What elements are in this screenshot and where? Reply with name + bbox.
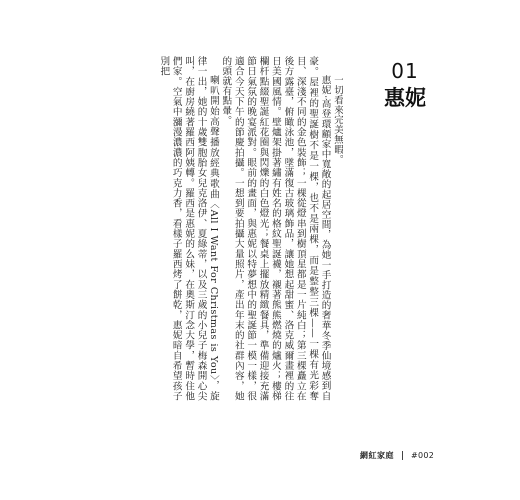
chapter-body-text bbox=[95, 56, 343, 401]
paragraph: 喇叭開始高聲播放經典歌曲〈All I Want For Christmas is You〉，旋律一出，她的十歲雙胞胎女兒克洛伊、夏綠蒂，以及三歲的小兒子梅森開心尖叫，在廚房繞著羅西阿姨轉。羅西是惠妮的么妹，在奧斯汀念大學，暫時住他們家。空氣中瀰漫濃濃的巧克力香，看樣子羅西烤了餅乾，惠妮暗自希望孩子別把 bbox=[158, 56, 219, 401]
footer-divider bbox=[402, 451, 403, 460]
chapter-heading bbox=[370, 60, 440, 130]
paragraph: 惠妮‧高登環顧家中寬敞的起居空間，為她一手打造的奢華冬季仙境感到自豪。屋裡的聖誕樹不是一棵，也不是兩棵，而是整整三棵——一棵有光彩奪目、深淺不同的金色裝飾；一棵從燈串到樹頂星都是一片純白；第三棵矗立在後方露臺，俯瞰泳池，墜滿復古玻璃飾品，讓她想起甜蜜、洛克威爾畫裡的往日美國風情。壁爐架掛著繡有姓名的格紋聖誕襪，襯著熊熊燃燒的爐火；樓梯欄杆點綴聖誕紅花圈與閃爍的白色燈光；餐桌上擺放精緻餐具，準備迎接充滿節日氣氛的晚宴派對。眼前的畫面，與惠妮以特夢想中的聖誕節一模一樣，很適合今天下午的節慶拍攝。一想到要拍攝大量照片，產出年末的社群內容，她的頭就有點暈。 bbox=[220, 56, 331, 401]
page-footer bbox=[360, 448, 470, 462]
paragraph: 一切看來完美無暇。 bbox=[332, 75, 343, 165]
footer-book-title: 網紅家庭 bbox=[360, 450, 394, 460]
chapter-number: 01 bbox=[391, 59, 419, 83]
footer-page-number: #002 bbox=[411, 450, 435, 460]
chapter-title: 惠妮 bbox=[384, 86, 426, 110]
